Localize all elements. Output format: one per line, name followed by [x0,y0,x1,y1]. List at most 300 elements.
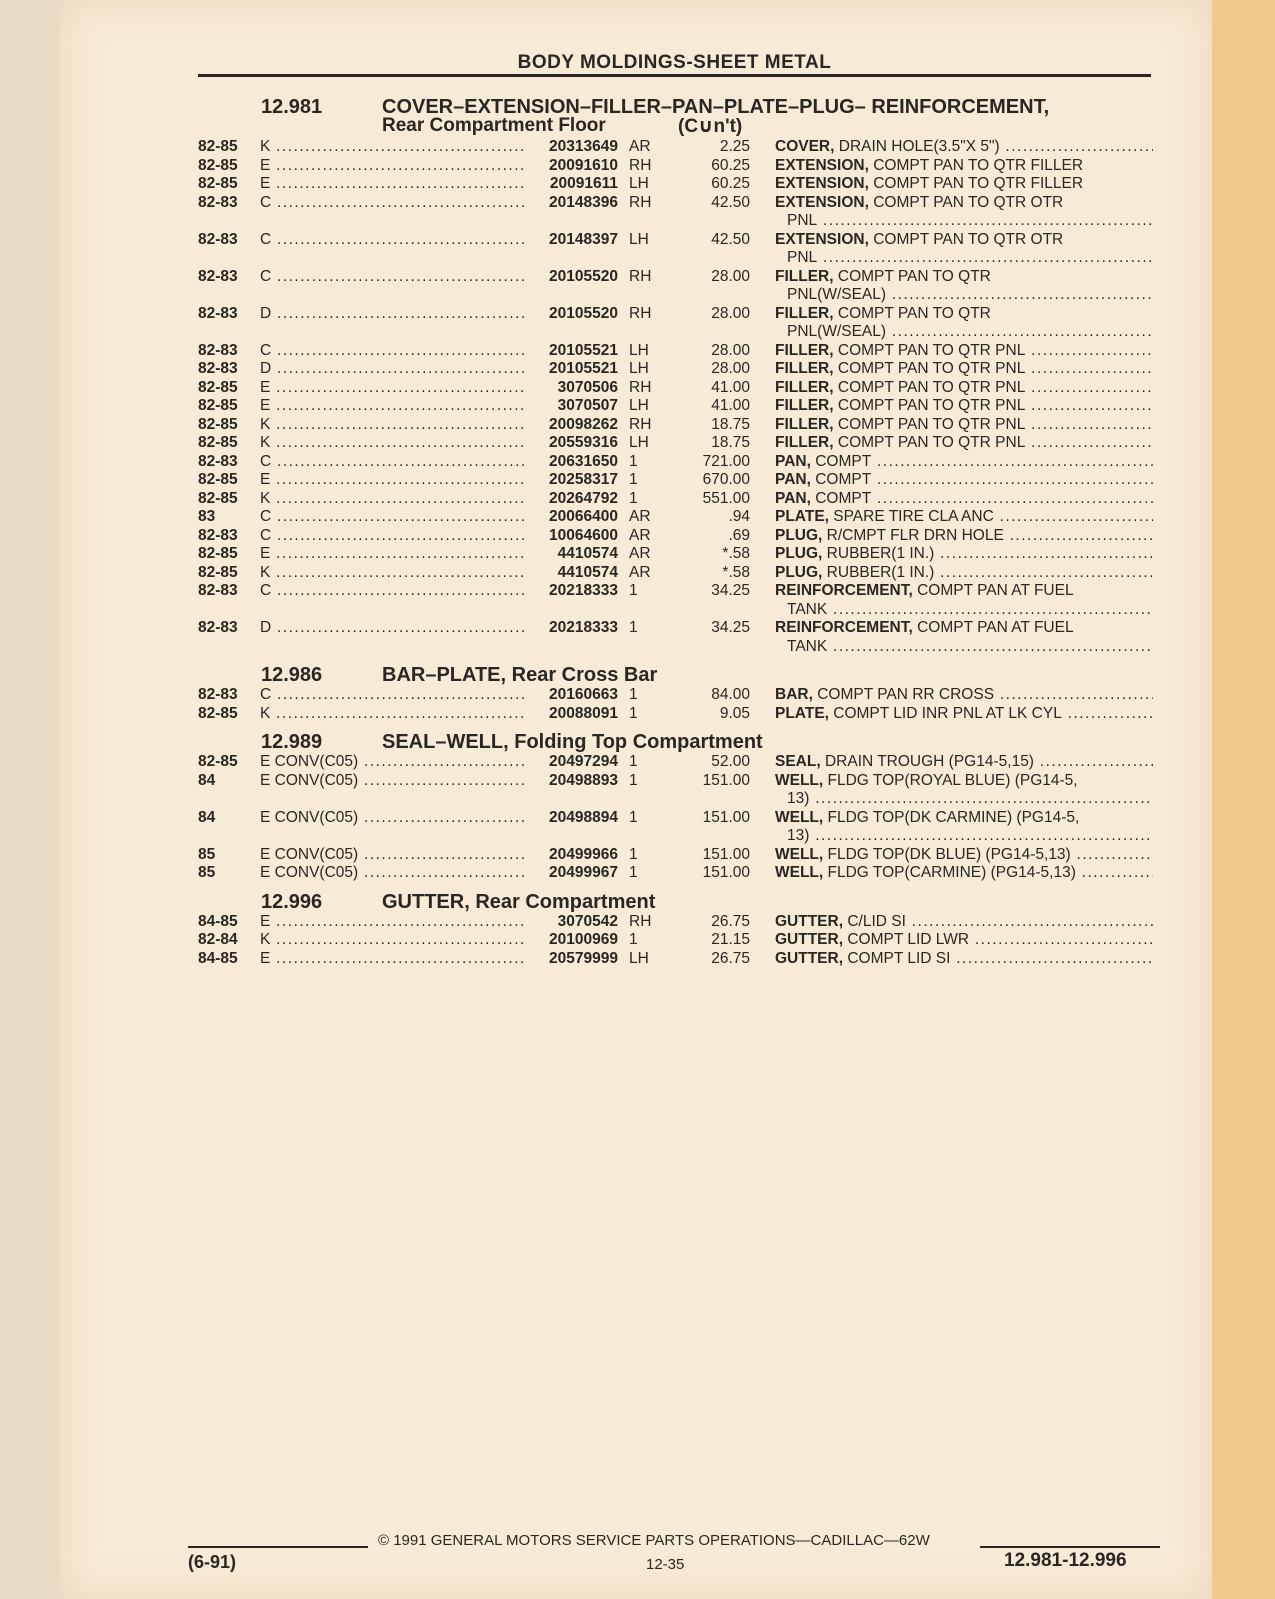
model-years: 85 [198,845,216,863]
price: 41.00 [711,397,750,414]
model-code: C ..... [260,686,524,705]
part-description [775,342,1153,361]
model-code: C ..... [260,453,524,472]
model-code: E ..... [260,379,524,398]
model-code: K ..... [260,931,524,950]
quantity: 1 [629,452,638,470]
part-description [775,619,1153,656]
model-years: 82-83 [198,267,238,285]
price: 721.00 [702,452,750,470]
footer-section-range: 12.981-12.996 [1004,1550,1127,1571]
model-years: 82-85 [198,175,238,192]
price: 9.05 [719,704,750,722]
part-number: 20218333 [549,619,618,636]
part-number: 4410574 [557,563,618,581]
description-keyword: FILLER, [775,267,834,285]
part-number: 20264792 [549,489,618,507]
part-row [198,931,1153,950]
model-code: D ..... [260,360,524,379]
price: .94 [728,508,750,525]
quantity: LH [629,175,649,192]
model-years: 82-84 [198,931,238,948]
model-years: 84 [198,771,216,789]
model-code: D ..... [260,305,524,324]
section-title: COVER–EXTENSION–FILLER–PAN–PLATE–PLUG– REINFORCEMENT, [382,96,1050,118]
part-row [198,846,1153,865]
part-number: 20105520 [549,304,618,322]
part-row [198,913,1153,932]
model-years: 82-85 [198,753,238,770]
part-description [775,360,1153,379]
description-keyword: PLUG, [775,526,823,544]
part-row [198,416,1153,435]
part-description [775,434,1153,453]
price: 41.00 [711,378,750,396]
part-row [198,397,1153,416]
description-line: GUTTER, COMPT LID SI ..... [775,950,1153,969]
part-description [775,397,1153,416]
model-years: 84 [198,808,216,826]
part-number: 20066400 [549,508,618,525]
quantity: RH [629,156,652,174]
part-number: 20258317 [549,471,618,488]
model-years: 82-85 [198,563,238,581]
part-row [198,360,1153,379]
description-line: PAN, COMPT ..... [775,471,1153,490]
part-number: 20148397 [549,230,618,248]
quantity: LH [629,434,649,451]
quantity: AR [629,563,651,581]
part-description [775,582,1153,619]
model-code: C ..... [260,194,524,213]
model-years: 82-85 [198,471,238,488]
page-right-margin [1212,0,1275,1599]
part-number: 20499967 [549,864,618,881]
section-number: 12.986 [261,664,323,686]
part-number: 20631650 [549,452,618,470]
description-line: 13) ..... [775,827,1153,846]
section-heading [198,96,1153,118]
part-number: 4410574 [557,545,618,562]
part-row [198,809,1153,846]
part-number: 20499966 [549,845,618,863]
description-keyword: WELL, [775,845,824,863]
description-keyword: FILLER, [775,397,834,414]
part-row [198,157,1153,176]
quantity: AR [629,138,651,155]
section-number: 12.989 [261,731,323,753]
part-row [198,772,1153,809]
part-description [775,157,1153,176]
quantity: 1 [629,704,638,722]
model-code: C ..... [260,342,524,361]
price: 151.00 [702,845,750,863]
footer-copyright: © 1991 GENERAL MOTORS SERVICE PARTS OPERATIONS—CADILLAC—62W [378,1532,930,1549]
part-number: 20105520 [549,267,618,285]
model-code: E CONV(C05) ..... [260,772,524,791]
model-code: K ..... [260,564,524,583]
description-keyword: PAN, [775,489,811,507]
part-row [198,342,1153,361]
model-code: C ..... [260,582,524,601]
model-years: 82-85 [198,397,238,414]
model-code: C ..... [260,527,524,546]
model-code: K ..... [260,490,524,509]
price: 28.00 [711,341,750,359]
footer-page-number: 12-35 [646,1556,685,1573]
description-keyword: PLUG, [775,563,823,581]
price: *.58 [722,563,750,581]
description-line: EXTENSION, COMPT PAN TO QTR FILLER [775,156,1084,174]
part-number: 3070506 [557,378,618,396]
price: 60.25 [711,175,750,192]
part-row [198,194,1153,231]
description-line: SEAL, DRAIN TROUGH (PG14-5,15) ..... [775,753,1153,772]
model-code: K ..... [260,416,524,435]
part-row [198,508,1153,527]
price: 34.25 [711,619,750,636]
quantity: LH [629,949,649,967]
model-years: 84-85 [198,912,238,930]
model-years: 82-83 [198,526,238,544]
part-description [775,705,1153,724]
part-description [775,753,1153,772]
quantity: 1 [629,845,638,863]
description-line: WELL, FLDG TOP(DK CARMINE) (PG14-5, [775,808,1080,826]
part-row [198,490,1153,509]
model-code: E ..... [260,913,524,932]
model-years: 82-83 [198,582,238,599]
part-number: 10064600 [549,526,618,544]
part-description [775,194,1153,231]
price: 26.75 [711,912,750,930]
part-number: 20105521 [549,341,618,359]
price: 2.25 [719,138,750,155]
description-line: PNL ..... [775,249,1153,268]
part-row [198,471,1153,490]
part-description [775,508,1153,527]
description-line: TANK ..... [775,601,1153,620]
description-line: GUTTER, C/LID SI ..... [775,913,1153,932]
description-keyword: EXTENSION, [775,193,869,211]
quantity: 1 [629,489,638,507]
description-line: FILLER, COMPT PAN TO QTR PNL ..... [775,434,1153,453]
description-keyword: WELL, [775,771,824,789]
price: 28.00 [711,267,750,285]
header-rule [198,74,1151,77]
parts-listing [198,92,1153,968]
quantity: LH [629,230,649,248]
part-number: 20497294 [549,753,618,770]
model-code: E ..... [260,471,524,490]
model-years: 82-83 [198,360,238,377]
description-keyword: FILLER, [775,341,834,359]
description-line: WELL, FLDG TOP(CARMINE) (PG14-5,13) ..... [775,864,1153,883]
description-line: BAR, COMPT PAN RR CROSS ..... [775,686,1153,705]
footer-rule-right [980,1546,1160,1548]
description-keyword: GUTTER, [775,912,844,930]
model-years: 82-85 [198,434,238,451]
part-description [775,913,1153,932]
model-years: 82-85 [198,415,238,433]
description-line: PLATE, COMPT LID INR PNL AT LK CYL ..... [775,705,1153,724]
part-number: 20579999 [549,949,618,967]
description-keyword: REINFORCEMENT, [775,582,913,599]
model-years: 82-83 [198,230,238,248]
section-heading [198,731,1153,753]
description-keyword: REINFORCEMENT, [775,619,913,636]
description-keyword: FILLER, [775,360,834,377]
model-code: E CONV(C05) ..... [260,864,524,883]
section-title: GUTTER, Rear Compartment [382,890,656,913]
quantity: 1 [629,864,638,881]
part-description [775,305,1153,342]
part-description [775,686,1153,705]
description-line: FILLER, COMPT PAN TO QTR PNL ..... [775,360,1153,379]
quantity: AR [629,545,651,562]
price: .69 [728,526,750,544]
description-keyword: FILLER, [775,378,834,396]
price: *.58 [722,545,750,562]
price: 52.00 [711,753,750,770]
part-number: 20091611 [549,175,618,192]
part-row [198,545,1153,564]
model-code: K ..... [260,434,524,453]
part-description [775,231,1153,268]
model-years: 82-83 [198,686,238,703]
model-years: 85 [198,864,216,881]
model-years: 83 [198,508,216,525]
model-years: 82-85 [198,138,238,155]
part-row [198,864,1153,883]
model-years: 84-85 [198,949,238,967]
model-code: E ..... [260,397,524,416]
part-number: 20313649 [549,138,618,155]
model-years: 82-83 [198,193,238,211]
part-description [775,950,1153,969]
part-number: 20498894 [549,808,618,826]
price: 151.00 [702,808,750,826]
description-keyword: FILLER, [775,434,834,451]
description-line: REINFORCEMENT, COMPT PAN AT FUEL [775,619,1074,636]
section-heading [198,664,1153,686]
section-subtitle: Rear Compartment Floor [382,115,606,136]
part-row [198,619,1153,656]
part-description [775,545,1153,564]
part-number: 20218333 [549,582,618,599]
quantity: 1 [629,471,638,488]
part-row [198,379,1153,398]
description-keyword: BAR, [775,686,813,703]
price: 670.00 [702,471,750,488]
model-code: E CONV(C05) ..... [260,809,524,828]
part-row [198,305,1153,342]
description-line: PLUG, RUBBER(1 IN.) ..... [775,545,1153,564]
price: 28.00 [711,304,750,322]
model-years: 82-85 [198,156,238,174]
part-description [775,471,1153,490]
part-row [198,753,1153,772]
description-line: PNL(W/SEAL) ..... [775,286,1153,305]
model-code: K ..... [260,705,524,724]
part-description [775,268,1153,305]
description-keyword: GUTTER, [775,931,844,948]
part-number: 20160663 [549,686,618,703]
part-description [775,772,1153,809]
description-line: PAN, COMPT ..... [775,490,1153,509]
part-row [198,686,1153,705]
model-years: 82-83 [198,341,238,359]
price: 21.15 [711,931,750,948]
model-years: 82-85 [198,489,238,507]
model-code: E ..... [260,545,524,564]
continued-label: (C∪n't) [678,116,743,137]
part-description [775,138,1153,157]
part-number: 20100969 [549,931,618,948]
quantity: LH [629,360,649,377]
description-keyword: COVER, [775,138,835,155]
price: 151.00 [702,864,750,881]
part-row [198,564,1153,583]
part-row [198,434,1153,453]
section-title: SEAL–WELL, Folding Top Compartment [382,731,763,753]
model-years: 82-83 [198,452,238,470]
quantity: RH [629,193,652,211]
model-years: 82-83 [198,304,238,322]
model-code: C ..... [260,231,524,250]
quantity: 1 [629,931,638,948]
model-code: C ..... [260,268,524,287]
description-keyword: WELL, [775,864,824,881]
description-line: FILLER, COMPT PAN TO QTR [775,304,991,322]
part-row [198,950,1153,969]
part-number: 3070507 [557,397,618,414]
price: 34.25 [711,582,750,599]
description-line: FILLER, COMPT PAN TO QTR PNL ..... [775,416,1153,435]
price: 28.00 [711,360,750,377]
model-years: 82-85 [198,704,238,722]
part-number: 20088091 [549,704,618,722]
description-line: WELL, FLDG TOP(DK BLUE) (PG14-5,13) ..... [775,846,1153,865]
part-row [198,705,1153,724]
price: 26.75 [711,949,750,967]
model-code: E ..... [260,175,524,194]
description-line: PNL(W/SEAL) ..... [775,323,1153,342]
description-line: REINFORCEMENT, COMPT PAN AT FUEL [775,582,1074,599]
description-line: EXTENSION, COMPT PAN TO QTR OTR [775,230,1064,248]
description-keyword: PLATE, [775,508,829,525]
part-row [198,231,1153,268]
section-number: 12.981 [261,96,323,118]
model-years: 82-85 [198,378,238,396]
description-line: PNL ..... [775,212,1153,231]
model-code: C ..... [260,508,524,527]
description-line: GUTTER, COMPT LID LWR ..... [775,931,1153,950]
quantity: 1 [629,686,638,703]
model-years: 82-83 [198,619,238,636]
description-line: PLATE, SPARE TIRE CLA ANC ..... [775,508,1153,527]
part-description [775,809,1153,846]
description-line: TANK ..... [775,638,1153,657]
model-code: K ..... [260,138,524,157]
description-line: FILLER, COMPT PAN TO QTR [775,267,991,285]
price: 42.50 [711,230,750,248]
part-number: 20105521 [549,360,618,377]
quantity: LH [629,341,649,359]
part-description [775,416,1153,435]
model-code: E ..... [260,950,524,969]
part-number: 20498893 [549,771,618,789]
description-keyword: PAN, [775,452,811,470]
description-line: WELL, FLDG TOP(ROYAL BLUE) (PG14-5, [775,771,1078,789]
footer-revision: (6-91) [188,1552,237,1572]
section-number: 12.996 [261,890,323,913]
part-number: 20148396 [549,193,618,211]
price: 18.75 [711,415,750,433]
part-row [198,175,1153,194]
price: 60.25 [711,156,750,174]
part-description [775,527,1153,546]
part-description [775,379,1153,398]
model-code: E ..... [260,157,524,176]
part-row [198,138,1153,157]
price: 42.50 [711,193,750,211]
quantity: 1 [629,808,638,826]
part-description [775,931,1153,950]
footer-rule-left [188,1546,368,1548]
description-keyword: SEAL, [775,753,821,770]
model-years: 82-85 [198,545,238,562]
price: 18.75 [711,434,750,451]
part-row [198,527,1153,546]
description-keyword: PLUG, [775,545,823,562]
description-keyword: FILLER, [775,415,834,433]
description-keyword: FILLER, [775,304,834,322]
quantity: RH [629,267,652,285]
description-line: EXTENSION, COMPT PAN TO QTR OTR [775,193,1064,211]
section-subtitle-row [198,115,1153,138]
quantity: RH [629,912,652,930]
description-line: FILLER, COMPT PAN TO QTR PNL ..... [775,379,1153,398]
description-line: PLUG, R/CMPT FLR DRN HOLE ..... [775,527,1153,546]
price: 551.00 [702,489,750,507]
part-number: 20091610 [549,156,618,174]
part-number: 20098262 [549,415,618,433]
description-keyword: GUTTER, [775,949,844,967]
section-title: BAR–PLATE, Rear Cross Bar [382,664,658,686]
part-description [775,564,1153,583]
part-row [198,582,1153,619]
quantity: AR [629,508,651,525]
quantity: LH [629,397,649,414]
part-number: 20559316 [549,434,618,451]
part-number: 3070542 [557,912,618,930]
part-description [775,490,1153,509]
description-keyword: PLATE, [775,704,829,722]
description-line: EXTENSION, COMPT PAN TO QTR FILLER [775,175,1084,192]
description-line: FILLER, COMPT PAN TO QTR PNL ..... [775,397,1153,416]
price: 84.00 [711,686,750,703]
part-description [775,175,1153,194]
description-line: 13) ..... [775,790,1153,809]
part-description [775,864,1153,883]
page-title: BODY MOLDINGS-SHEET METAL [517,52,832,73]
section-heading [198,891,1153,913]
description-line: FILLER, COMPT PAN TO QTR PNL ..... [775,342,1153,361]
part-row [198,268,1153,305]
description-line: COVER, DRAIN HOLE(3.5"X 5") ..... [775,138,1153,157]
quantity: 1 [629,582,638,599]
